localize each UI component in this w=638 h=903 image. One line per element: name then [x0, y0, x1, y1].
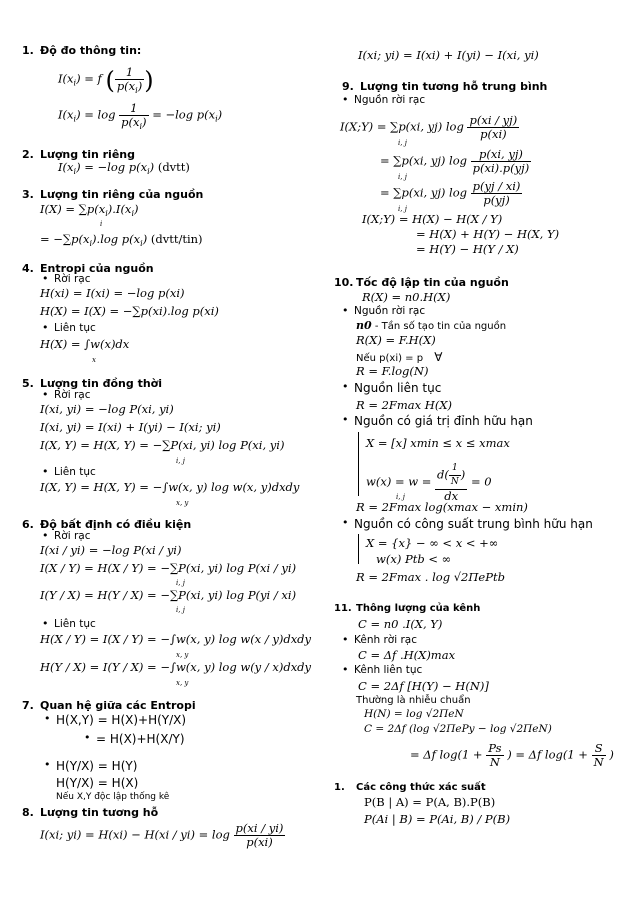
formula-1-2: $I(x_i) = \log$ $\frac{1}{p(x_i)}$ = −log $p(x_i)$	[58, 101, 223, 131]
condition-brace	[358, 432, 359, 496]
section-5-heading: 5. Lượng tin đồng thời	[22, 377, 163, 390]
formula-9-3: = ∑p(xi, yj) log $\frac{p(yj / xi)}{p(yj)}$	[380, 179, 521, 207]
sum-subscript: i, j	[176, 579, 185, 587]
formula-4-3: H(X) = ∫w(x)dx	[40, 337, 130, 351]
int-subscript: x	[92, 356, 96, 364]
condition-1: X = [x] xmin ≤ x ≤ xmax	[366, 436, 510, 450]
formula-9-6: = H(Y) − H(Y / X)	[416, 242, 519, 256]
section-9-heading: 9. Lượng tin tương hỗ trung bình	[342, 80, 548, 93]
formula-9-2: = ∑p(xi, yj) log $\frac{p(xi, yj)}{p(xi).p(yj)}$	[380, 147, 530, 175]
sum-subscript: i, j	[176, 457, 185, 465]
int-subscript: x, y	[176, 651, 189, 659]
condition-4: w(x) Ptb < ∞	[376, 552, 452, 566]
formula-10-1: R(X) = n0.H(X)	[362, 290, 451, 304]
n0-definition: n0 - Tần số tạo tin của nguồn	[356, 319, 507, 332]
formula-4-2: H(X) = I(X) = −∑p(xi).log p(xi)	[40, 304, 219, 318]
formula-6-5: H(Y / X) = I(Y / X) = −∫w(x, y) log w(y / x)dxdy	[40, 660, 312, 674]
bullet-peak-limited: • Nguồn có giá trị đỉnh hữu hạn	[354, 414, 533, 428]
section-6-heading: 6. Độ bất định có điều kiện	[22, 518, 192, 531]
section-12-heading: 1. Các công thức xác suất	[334, 782, 486, 793]
section-11-heading: 11. Thông lượng của kênh	[334, 603, 481, 614]
relation-joint: • H(X,Y) = H(X)+H(Y/X)	[56, 713, 186, 727]
sum-subscript: i, j	[398, 173, 407, 181]
sum-subscript: i, j	[398, 205, 407, 213]
section-1-heading: 1. Độ đo thông tin:	[22, 44, 142, 57]
formula-10-3: R = F.log(N)	[356, 364, 429, 378]
equal-prob-condition: Nếu p(xi) = p ∀	[356, 350, 443, 364]
condition-2: w(x) = w = d( $\frac{1}{N}$ ) dx = 0	[366, 463, 492, 503]
relation-independent-2: H(Y/X) = H(X)	[56, 776, 139, 790]
formula-11-1: C = n0 .I(X, Y)	[358, 617, 443, 631]
bullet-continuous-source: • Nguồn liên tục	[354, 381, 441, 395]
formula-10-4: R = 2Fmax H(X)	[356, 398, 452, 412]
formula-1-1: $I(x_i) = f$ ( $\frac{1}{p(x_i)}$ )	[58, 65, 154, 95]
independence-note: Nếu X,Y độc lập thống kê	[56, 792, 170, 802]
section-10-heading: 10. Tốc độ lập tin của nguồn	[334, 276, 509, 289]
formula-2-1: $I(x_i) = -\log$ $p(x_i)$ (dvtt)	[58, 160, 190, 176]
formula-6-1: I(xi / yi) = −log P(xi / yi)	[40, 543, 182, 557]
formula-5-2: I(xi, yi) = I(xi) + I(yi) − I(xi; yi)	[40, 420, 221, 434]
formula-12-2: P(Ai | B) = P(Ai, B) / P(B)	[364, 812, 511, 826]
formula-8-2: I(xi; yi) = I(xi) + I(yi) − I(xi, yi)	[358, 48, 539, 62]
bullet-continuous: • Liên tục	[54, 466, 96, 478]
relation-joint-alt: • = H(X)+H(X/Y)	[96, 732, 185, 746]
sum-subscript: i	[100, 220, 103, 228]
formula-5-1: I(xi, yi) = −log P(xi, yi)	[40, 402, 174, 416]
formula-5-3: I(X, Y) = H(X, Y) = −∑P(xi, yi) log P(xi, yi)	[40, 438, 285, 452]
section-7-heading: 7. Quan hệ giữa các Entropi	[22, 699, 196, 712]
formula-4-1: H(xi) = I(xi) = −log p(xi)	[40, 286, 185, 300]
section-4-heading: 4. Entropi của nguồn	[22, 262, 154, 275]
relation-independent-1: • H(Y/X) = H(Y)	[56, 759, 137, 773]
condition-brace	[358, 534, 359, 564]
gaussian-noise-note: Thường là nhiễu chuẩn	[356, 695, 471, 706]
formula-11-3: C = 2Δf [H(Y) − H(N)]	[358, 679, 489, 693]
for-all-icon: ∀	[434, 350, 443, 364]
bullet-continuous: • Liên tục	[54, 322, 96, 334]
formula-9-4: I(X;Y) = H(X) − H(X / Y)	[362, 212, 503, 226]
int-subscript: x, y	[176, 679, 189, 687]
formula-5-4: I(X, Y) = H(X, Y) = −∫w(x, y) log w(x, y)dxdy	[40, 480, 300, 494]
bullet-discrete: • Rời rạc	[54, 530, 91, 542]
section-3-heading: 3. Lượng tin riêng của nguồn	[22, 188, 204, 201]
bullet-discrete: • Rời rạc	[54, 389, 91, 401]
formula-6-4: H(X / Y) = I(X / Y) = −∫w(x, y) log w(x / y)dxdy	[40, 632, 312, 646]
section-2-heading: 2. Lượng tin riêng	[22, 148, 135, 161]
sum-subscript: i, j	[396, 493, 405, 501]
formula-11-6: = Δf log(1 + $\frac{Ps}{N}$ ) = Δf log(1 + $\frac{S}{N}$ )	[410, 741, 614, 769]
section-8-heading: 8. Lượng tin tương hỗ	[22, 806, 159, 819]
formula-6-2: I(X / Y) = H(X / Y) = −∑P(xi, yi) log P(xi / yi)	[40, 561, 297, 575]
bullet-discrete-channel: • Kênh rời rạc	[354, 634, 417, 646]
formula-11-5: C = 2Δf (log √2ΠePy − log √2ΠeN)	[364, 723, 552, 735]
bullet-discrete-source: • Nguồn rời rạc	[354, 305, 425, 317]
condition-3: X = {x} − ∞ < x < +∞	[366, 536, 499, 550]
bullet-power-limited: • Nguồn có công suất trung bình hữu hạn	[354, 517, 593, 531]
formula-10-5: R = 2Fmax log(xmax − xmin)	[356, 500, 528, 514]
int-subscript: x, y	[176, 499, 189, 507]
formula-11-2: C = Δf .H(X)max	[358, 648, 456, 662]
formula-3-2: = $-\sum p(x_i).\log$ $p(x_i)$ (dvtt/tin)	[40, 232, 203, 248]
sum-subscript: i, j	[176, 606, 185, 614]
formula-12-1: P(B | A) = P(A, B).P(B)	[364, 795, 496, 809]
bullet-discrete-source: • Nguồn rời rạc	[354, 94, 425, 106]
bullet-continuous-channel: • Kênh liên tục	[354, 664, 422, 676]
bullet-discrete: • Rời rạc	[54, 273, 91, 285]
formula-6-3: I(Y / X) = H(Y / X) = −∑P(xi, yi) log P(yi / xi)	[40, 588, 297, 602]
formula-10-2: R(X) = F.H(X)	[356, 333, 436, 347]
bullet-continuous: • Liên tục	[54, 618, 96, 630]
formula-3-1: $I(X) = \sum p(x_i).I(x_i)$	[40, 202, 139, 218]
formula-8-1: I(xi; yi) = H(xi) − H(xi / yi) = log $\frac{p(xi / yi)}{p(xi)}$	[40, 821, 284, 849]
formula-9-5: = H(X) + H(Y) − H(X, Y)	[416, 227, 560, 241]
formula-9-1: I(X;Y) = ∑p(xi, yj) log $\frac{p(xi / yj)}{p(xi)}$	[340, 113, 518, 141]
sum-subscript: i, j	[398, 139, 407, 147]
formula-10-6: R = 2Fmax . log √2ΠePtb	[356, 570, 505, 584]
formula-11-4: H(N) = log √2ΠeN	[364, 708, 464, 720]
